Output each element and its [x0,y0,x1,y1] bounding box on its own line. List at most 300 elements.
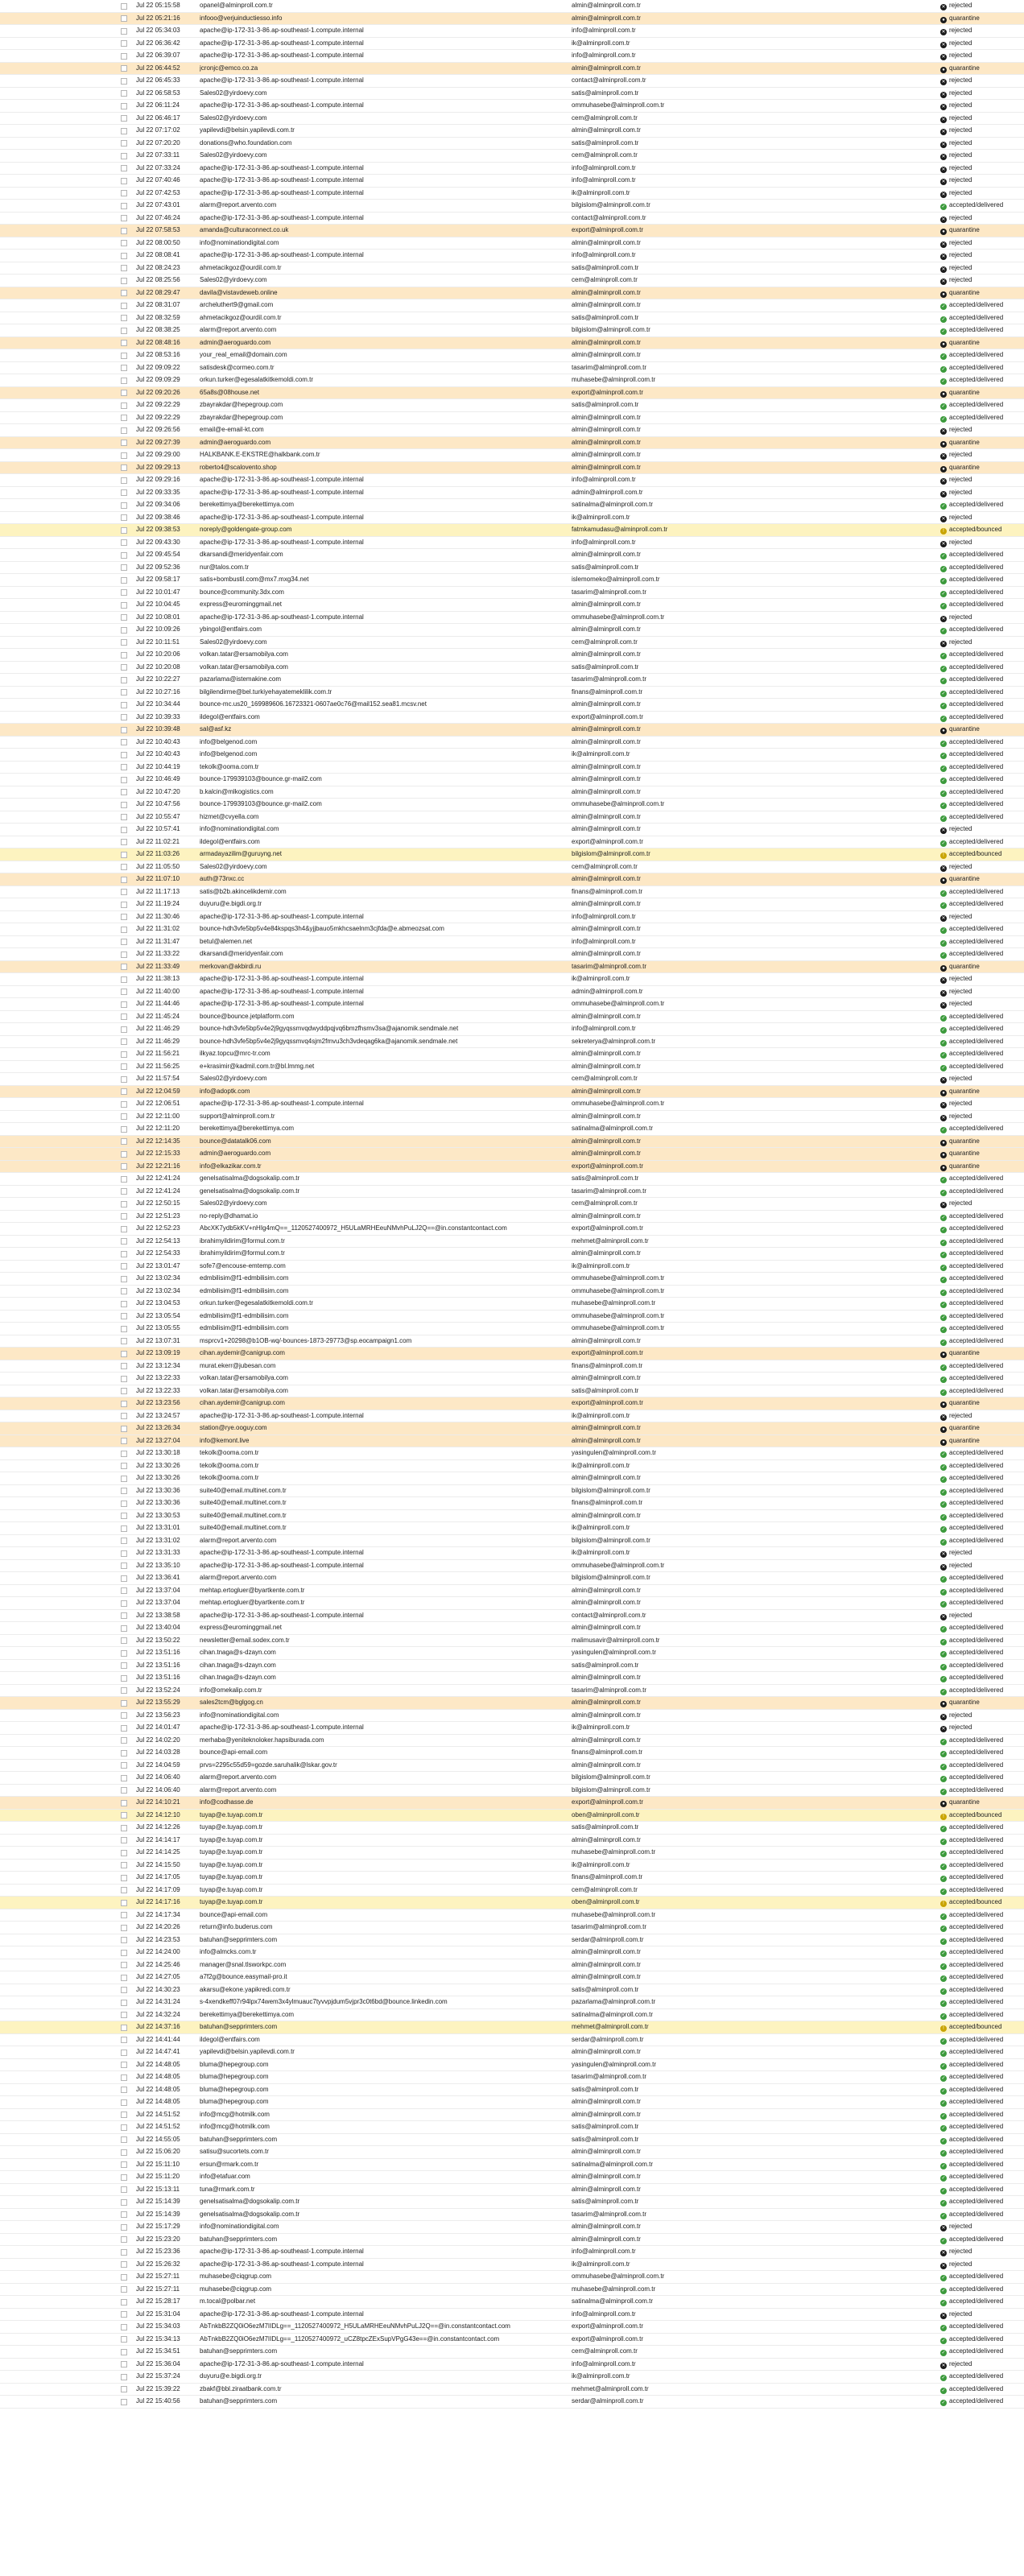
row-checkbox[interactable] [121,2299,127,2306]
row-checkbox[interactable] [121,927,127,933]
row-checkbox[interactable] [121,1725,127,1732]
table-row[interactable] [0,150,1024,163]
row-checkbox[interactable] [121,1188,127,1195]
table-row[interactable] [0,1760,1024,1773]
row-checkbox[interactable] [121,203,127,209]
table-row[interactable] [0,1311,1024,1323]
row-checkbox[interactable] [121,427,127,434]
table-row[interactable] [0,1647,1024,1660]
row-checkbox[interactable] [121,1288,127,1294]
row-checkbox[interactable] [121,2286,127,2293]
row-checkbox[interactable] [121,378,127,384]
table-row[interactable] [0,2109,1024,2122]
table-row[interactable] [0,262,1024,275]
row-checkbox[interactable] [121,1451,127,1457]
row-checkbox[interactable] [121,1950,127,1956]
table-row[interactable] [0,2121,1024,2134]
table-row[interactable] [0,2046,1024,2059]
row-checkbox[interactable] [121,1388,127,1394]
row-checkbox[interactable] [121,1101,127,1108]
row-checkbox[interactable] [121,1750,127,1757]
row-checkbox[interactable] [121,2012,127,2018]
table-row[interactable] [0,574,1024,587]
row-checkbox[interactable] [121,1413,127,1419]
row-checkbox[interactable] [121,153,127,159]
row-checkbox[interactable] [121,2124,127,2131]
table-row[interactable] [0,1286,1024,1298]
row-checkbox[interactable] [121,328,127,334]
row-checkbox[interactable] [121,1326,127,1332]
row-checkbox[interactable] [121,689,127,696]
table-row[interactable] [0,2246,1024,2259]
row-checkbox[interactable] [121,1712,127,1719]
table-row[interactable] [0,2221,1024,2234]
row-checkbox[interactable] [121,1438,127,1444]
table-row[interactable] [0,848,1024,861]
table-row[interactable] [0,1946,1024,1959]
table-row[interactable] [0,2084,1024,2097]
row-checkbox[interactable] [121,639,127,646]
row-checkbox[interactable] [121,1825,127,1831]
table-row[interactable] [0,1298,1024,1311]
row-checkbox[interactable] [121,1501,127,1507]
table-row[interactable] [0,1797,1024,1810]
table-row[interactable] [0,1685,1024,1698]
table-row[interactable] [0,1735,1024,1748]
table-row[interactable] [0,762,1024,774]
table-row[interactable] [0,2009,1024,2022]
table-row[interactable] [0,1460,1024,1473]
row-checkbox[interactable] [121,889,127,895]
table-row[interactable] [0,1984,1024,1997]
row-checkbox[interactable] [121,315,127,321]
table-row[interactable] [0,1011,1024,1024]
row-checkbox[interactable] [121,390,127,396]
row-checkbox[interactable] [121,1563,127,1569]
row-checkbox[interactable] [121,1088,127,1095]
table-row[interactable] [0,512,1024,525]
table-row[interactable] [0,113,1024,126]
row-checkbox[interactable] [121,852,127,858]
row-checkbox[interactable] [121,2336,127,2343]
row-checkbox[interactable] [121,115,127,122]
row-checkbox[interactable] [121,1937,127,1943]
row-checkbox[interactable] [121,303,127,309]
row-checkbox[interactable] [121,864,127,870]
table-row[interactable] [0,200,1024,213]
table-row[interactable] [0,662,1024,675]
row-checkbox[interactable] [121,1887,127,1893]
row-checkbox[interactable] [121,240,127,246]
row-checkbox[interactable] [121,1176,127,1183]
table-row[interactable] [0,562,1024,575]
row-checkbox[interactable] [121,702,127,708]
row-checkbox[interactable] [121,727,127,733]
table-row[interactable] [0,1810,1024,1823]
table-row[interactable] [0,1348,1024,1360]
table-row[interactable] [0,1048,1024,1061]
row-checkbox[interactable] [121,577,127,584]
table-row[interactable] [0,1722,1024,1735]
row-checkbox[interactable] [121,1201,127,1208]
row-checkbox[interactable] [121,1113,127,1120]
table-row[interactable] [0,1261,1024,1274]
row-checkbox[interactable] [121,2349,127,2355]
table-row[interactable] [0,1909,1024,1922]
table-row[interactable] [0,1273,1024,1286]
table-row[interactable] [0,1922,1024,1934]
table-row[interactable] [0,487,1024,500]
row-checkbox[interactable] [121,1351,127,1357]
table-row[interactable] [0,287,1024,300]
table-row[interactable] [0,38,1024,51]
table-row[interactable] [0,2396,1024,2409]
row-checkbox[interactable] [121,1538,127,1544]
row-checkbox[interactable] [121,1800,127,1806]
table-row[interactable] [0,1560,1024,1573]
table-row[interactable] [0,649,1024,662]
table-row[interactable] [0,2171,1024,2184]
row-checkbox[interactable] [121,1975,127,1981]
row-checkbox[interactable] [121,365,127,371]
table-row[interactable] [0,2159,1024,2172]
row-checkbox[interactable] [121,1488,127,1494]
row-checkbox[interactable] [121,65,127,72]
table-row[interactable] [0,1123,1024,1136]
table-row[interactable] [0,1410,1024,1423]
table-row[interactable] [0,1148,1024,1161]
row-checkbox[interactable] [121,2274,127,2281]
table-row[interactable] [0,1959,1024,1972]
table-row[interactable] [0,599,1024,612]
table-row[interactable] [0,1610,1024,1623]
table-row[interactable] [0,1872,1024,1885]
table-row[interactable] [0,1785,1024,1798]
table-row[interactable] [0,1697,1024,1710]
row-checkbox[interactable] [121,1338,127,1344]
row-checkbox[interactable] [121,2087,127,2093]
row-checkbox[interactable] [121,1213,127,1220]
table-row[interactable] [0,362,1024,375]
row-checkbox[interactable] [121,2311,127,2318]
table-row[interactable] [0,424,1024,437]
row-checkbox[interactable] [121,1051,127,1058]
row-checkbox[interactable] [121,552,127,559]
table-row[interactable] [0,873,1024,886]
row-checkbox[interactable] [121,1476,127,1482]
row-checkbox[interactable] [121,1463,127,1469]
row-checkbox[interactable] [121,739,127,745]
row-checkbox[interactable] [121,1875,127,1881]
table-row[interactable] [0,1971,1024,1984]
table-row[interactable] [0,163,1024,175]
row-checkbox[interactable] [121,1912,127,1918]
row-checkbox[interactable] [121,3,127,10]
table-row[interactable] [0,1622,1024,1635]
row-checkbox[interactable] [121,789,127,795]
row-checkbox[interactable] [121,2062,127,2068]
row-checkbox[interactable] [121,1900,127,1906]
row-checkbox[interactable] [121,539,127,546]
table-row[interactable] [0,188,1024,200]
row-checkbox[interactable] [121,1862,127,1868]
row-checkbox[interactable] [121,28,127,35]
table-row[interactable] [0,213,1024,225]
row-checkbox[interactable] [121,589,127,596]
table-row[interactable] [0,225,1024,237]
table-row[interactable] [0,886,1024,899]
table-row[interactable] [0,1885,1024,1897]
table-row[interactable] [0,811,1024,824]
table-row[interactable] [0,1572,1024,1585]
table-row[interactable] [0,2134,1024,2147]
table-row[interactable] [0,2059,1024,2072]
row-checkbox[interactable] [121,1525,127,1532]
table-row[interactable] [0,2321,1024,2334]
row-checkbox[interactable] [121,752,127,758]
table-row[interactable] [0,1597,1024,1610]
row-checkbox[interactable] [121,128,127,134]
table-row[interactable] [0,2334,1024,2347]
table-row[interactable] [0,1335,1024,1348]
row-checkbox[interactable] [121,1962,127,1968]
table-row[interactable] [0,1660,1024,1673]
table-row[interactable] [0,674,1024,687]
row-checkbox[interactable] [121,2161,127,2168]
table-row[interactable] [0,861,1024,874]
row-checkbox[interactable] [121,1987,127,1993]
table-row[interactable] [0,1934,1024,1947]
table-row[interactable] [0,1161,1024,1174]
row-checkbox[interactable] [121,340,127,346]
row-checkbox[interactable] [121,602,127,609]
table-row[interactable] [0,923,1024,936]
row-checkbox[interactable] [121,1587,127,1594]
table-row[interactable] [0,724,1024,737]
row-checkbox[interactable] [121,2000,127,2006]
row-checkbox[interactable] [121,2236,127,2243]
table-row[interactable] [0,50,1024,63]
table-row[interactable] [0,1835,1024,1847]
table-row[interactable] [0,1672,1024,1685]
table-row[interactable] [0,1485,1024,1498]
row-checkbox[interactable] [121,2037,127,2043]
table-row[interactable] [0,1435,1024,1448]
table-row[interactable] [0,0,1024,13]
row-checkbox[interactable] [121,140,127,147]
table-row[interactable] [0,312,1024,325]
table-row[interactable] [0,1036,1024,1049]
row-checkbox[interactable] [121,1550,127,1557]
table-row[interactable] [0,13,1024,26]
row-checkbox[interactable] [121,253,127,259]
row-checkbox[interactable] [121,1238,127,1245]
table-row[interactable] [0,836,1024,849]
table-row[interactable] [0,412,1024,425]
table-row[interactable] [0,1223,1024,1236]
row-checkbox[interactable] [121,839,127,845]
table-row[interactable] [0,499,1024,512]
row-checkbox[interactable] [121,90,127,97]
table-row[interactable] [0,1747,1024,1760]
row-checkbox[interactable] [121,265,127,271]
row-checkbox[interactable] [121,777,127,783]
row-checkbox[interactable] [121,2099,127,2106]
table-row[interactable] [0,1136,1024,1149]
row-checkbox[interactable] [121,714,127,720]
table-row[interactable] [0,1897,1024,1909]
table-row[interactable] [0,2309,1024,2322]
table-row[interactable] [0,275,1024,287]
row-checkbox[interactable] [121,2149,127,2156]
row-checkbox[interactable] [121,1650,127,1657]
row-checkbox[interactable] [121,939,127,945]
row-checkbox[interactable] [121,1925,127,1931]
row-checkbox[interactable] [121,1762,127,1769]
row-checkbox[interactable] [121,103,127,109]
row-checkbox[interactable] [121,1363,127,1369]
table-row[interactable] [0,2384,1024,2396]
table-row[interactable] [0,587,1024,600]
row-checkbox[interactable] [121,1575,127,1582]
table-row[interactable] [0,911,1024,924]
table-row[interactable] [0,1447,1024,1460]
row-checkbox[interactable] [121,1313,127,1319]
table-row[interactable] [0,349,1024,362]
row-checkbox[interactable] [121,502,127,509]
row-checkbox[interactable] [121,814,127,820]
table-row[interactable] [0,1111,1024,1124]
table-row[interactable] [0,1173,1024,1186]
table-row[interactable] [0,462,1024,475]
row-checkbox[interactable] [121,1126,127,1133]
table-row[interactable] [0,2146,1024,2159]
table-row[interactable] [0,1710,1024,1723]
table-row[interactable] [0,2209,1024,2222]
table-row[interactable] [0,1023,1024,1036]
row-checkbox[interactable] [121,165,127,171]
row-checkbox[interactable] [121,1687,127,1694]
row-checkbox[interactable] [121,664,127,671]
table-row[interactable] [0,1186,1024,1199]
table-row[interactable] [0,824,1024,836]
table-row[interactable] [0,1822,1024,1835]
table-row[interactable] [0,437,1024,450]
row-checkbox[interactable] [121,2199,127,2206]
row-checkbox[interactable] [121,1600,127,1607]
row-checkbox[interactable] [121,1151,127,1158]
row-checkbox[interactable] [121,1376,127,1382]
table-row[interactable] [0,2359,1024,2372]
table-row[interactable] [0,337,1024,350]
table-row[interactable] [0,250,1024,262]
table-row[interactable] [0,2196,1024,2209]
table-row[interactable] [0,75,1024,88]
table-row[interactable] [0,1385,1024,1398]
table-row[interactable] [0,637,1024,650]
row-checkbox[interactable] [121,1775,127,1781]
table-row[interactable] [0,973,1024,986]
row-checkbox[interactable] [121,353,127,359]
table-row[interactable] [0,2284,1024,2297]
table-row[interactable] [0,799,1024,811]
table-row[interactable] [0,1847,1024,1860]
row-checkbox[interactable] [121,440,127,446]
row-checkbox[interactable] [121,402,127,409]
row-checkbox[interactable] [121,514,127,521]
table-row[interactable] [0,1585,1024,1598]
row-checkbox[interactable] [121,564,127,571]
row-checkbox[interactable] [121,2211,127,2218]
table-row[interactable] [0,399,1024,412]
table-row[interactable] [0,374,1024,387]
row-checkbox[interactable] [121,1038,127,1045]
row-checkbox[interactable] [121,902,127,908]
row-checkbox[interactable] [121,764,127,770]
row-checkbox[interactable] [121,1812,127,1818]
table-row[interactable] [0,549,1024,562]
table-row[interactable] [0,2021,1024,2034]
table-row[interactable] [0,2271,1024,2284]
row-checkbox[interactable] [121,489,127,496]
table-row[interactable] [0,948,1024,961]
row-checkbox[interactable] [121,1226,127,1232]
table-row[interactable] [0,1248,1024,1261]
table-row[interactable] [0,699,1024,712]
table-row[interactable] [0,898,1024,911]
row-checkbox[interactable] [121,1301,127,1307]
table-row[interactable] [0,2296,1024,2309]
row-checkbox[interactable] [121,215,127,221]
row-checkbox[interactable] [121,2224,127,2231]
row-checkbox[interactable] [121,827,127,833]
row-checkbox[interactable] [121,2074,127,2081]
table-row[interactable] [0,88,1024,101]
table-row[interactable] [0,474,1024,487]
row-checkbox[interactable] [121,53,127,60]
table-row[interactable] [0,2071,1024,2084]
row-checkbox[interactable] [121,2361,127,2368]
table-row[interactable] [0,1198,1024,1211]
table-row[interactable] [0,1996,1024,2009]
table-row[interactable] [0,961,1024,974]
row-checkbox[interactable] [121,877,127,883]
table-row[interactable] [0,774,1024,786]
table-row[interactable] [0,1535,1024,1548]
row-checkbox[interactable] [121,190,127,196]
row-checkbox[interactable] [121,677,127,683]
row-checkbox[interactable] [121,1426,127,1432]
row-checkbox[interactable] [121,2249,127,2256]
row-checkbox[interactable] [121,1401,127,1407]
table-row[interactable] [0,1098,1024,1111]
table-row[interactable] [0,299,1024,312]
table-row[interactable] [0,1547,1024,1560]
row-checkbox[interactable] [121,1163,127,1170]
table-row[interactable] [0,63,1024,76]
table-row[interactable] [0,749,1024,762]
table-row[interactable] [0,1061,1024,1074]
row-checkbox[interactable] [121,627,127,634]
row-checkbox[interactable] [121,2112,127,2118]
table-row[interactable] [0,324,1024,337]
row-checkbox[interactable] [121,1013,127,1020]
table-row[interactable] [0,449,1024,462]
row-checkbox[interactable] [121,614,127,621]
table-row[interactable] [0,1497,1024,1510]
row-checkbox[interactable] [121,2136,127,2143]
row-checkbox[interactable] [121,1076,127,1083]
